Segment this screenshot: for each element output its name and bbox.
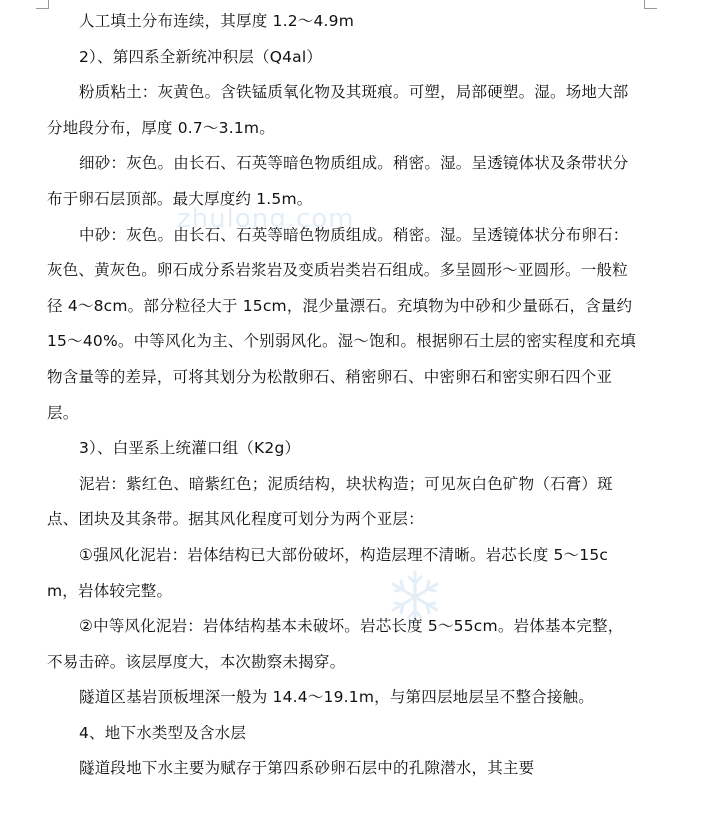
- paragraph-fill-distribution: 人工填土分布连续，其厚度 1.2～4.9m: [79, 12, 355, 30]
- paragraph-silty-clay: 粉质粘土：灰黄色。含铁锰质氧化物及其斑痕。可塑，局部硬塑。湿。场地大部分地段分布，厚度 0.7～3.1m。: [47, 83, 629, 137]
- page-corner-mark-right: [644, 0, 657, 9]
- paragraph-medium-sand-pebble: 中砂：灰色。由长石、石英等暗色物质组成。稍密。湿。呈透镜体状分布卵石：灰色、黄灰色。卵石成分系岩浆岩及变质岩类岩石组成。多呈圆形～亚圆形。一般粒径 4～8cm。部分粒径大于 15cm，混少量漂石。充填物为中砂和少量砾石，含量约 15～40%。中等风化为主、个别弱风化。湿～饱和。根据卵石土层的密实程度和充填物含量等的差异，可将其划分为松散卵石、稍密卵石、中密卵石和密实卵石四个亚层。: [47, 225, 636, 422]
- heading-groundwater-type: 4、地下水类型及含水层: [79, 723, 247, 742]
- heading-cretaceous-guankou: 3）、白垩系上统灌口组（K2g）: [79, 439, 301, 458]
- paragraph-strongly-weathered-mudstone: ①强风化泥岩：岩体结构已大部份破坏，构造层理不清晰。岩芯长度 5～15cm，岩体较完整。: [47, 545, 609, 600]
- paragraph-groundwater: 隧道段地下水主要为赋存于第四系砂卵石层中的孔隙潜水，其主要: [79, 759, 535, 778]
- heading-quaternary-alluvial: 2）、第四系全新统冲积层（Q4al）: [79, 47, 323, 66]
- document-body: [47, 4, 637, 787]
- watermark-text: zhulong.com: [177, 204, 355, 234]
- paragraph-mudstone: 泥岩：紫红色、暗紫红色；泥质结构，块状构造；可见灰白色矿物（石膏）斑点、团块及其条带。据其风化程度可划分为两个亚层：: [47, 474, 613, 529]
- paragraph-bedrock-depth: 隧道区基岩顶板埋深一般为 14.4～19.1m，与第四层地层呈不整合接触。: [79, 688, 594, 707]
- paragraph-moderately-weathered-mudstone: ②中等风化泥岩：岩体结构基本未破坏。岩芯长度 5～55cm。岩体基本完整，不易击碎。该层厚度大，本次勘察未揭穿。: [47, 617, 624, 671]
- paragraph-fine-sand: 细砂：灰色。由长石、石英等暗色物质组成。稍密。湿。呈透镜体状及条带状分布于卵石层顶部。最大厚度约 1.5m。: [47, 154, 629, 208]
